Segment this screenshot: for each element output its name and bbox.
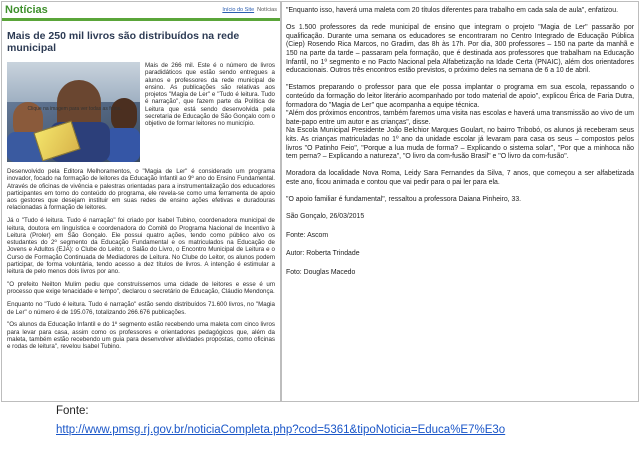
- article-paragraph: Moradora da localidade Nova Roma, Leidy Sara Fernandes da Silva, 7 anos, que começou a ser alfabetizada este ano, ficou animada e contou que vai pedir para o pai ler para ela.: [286, 170, 634, 186]
- article-paragraph: Já o "Tudo é leitura. Tudo é narração" foi criado por Isabel Tubino, coordenadora municipal de leitura, doutora em linguística e coordenadora do Comitê do Programa Nacional de Incentivo à Leitura (Proler) em São Gonçalo. Ele possui quatro ações, tendo como público alvo os estudantes do 2º segmento da Educação Fundamental e os matriculados na Educação de Jovens e Adultos (EJA): o Clube do Leitor, o Salão do Livro, o Encontro Municipal de Leitura e o Curso de Formação Continuada de Mediadores de Leitura. No Clube do Leitor, os alunos podem participar, de forma voluntária, tendo acesso a dez títulos de livros. A intenção é estimular a leitura de pelo menos dois livros por ano.: [7, 217, 275, 276]
- news-header-bar: [2, 2, 280, 21]
- section-title: Notícias: [5, 4, 48, 16]
- article-paragraph: Na Escola Municipal Presidente João Belchior Marques Goulart, no bairro Tribobó, os alunos já receberam seus kits. As crianças matriculadas no 1º ano da unidade escolar já levaram para casa os seus – compostos pelos livros "O Patinho Feio", "Porque a lua muda de forma? – Explicando o sistema solar", "Por que a minhoca não tem perna? – Explicando a natureza", "O livro da com-fusão Brasil" e "O livro da com-fusão".: [286, 127, 634, 161]
- source-url-link[interactable]: http://www.pmsg.rj.gov.br/noticiaCompleta.php?cod=5361&tipoNoticia=Educa%E7%E3o: [56, 424, 506, 436]
- article-date: São Gonçalo, 26/03/2015: [286, 213, 365, 221]
- news-article-panel: [1, 1, 281, 402]
- article-paragraph: Enquanto no "Tudo é leitura. Tudo é narração" estão sendo distribuídos 71.600 livros, no "Magia de Ler" o número é de 195.076, totalizando 266.676 publicações.: [7, 301, 275, 316]
- article-paragraph: "Enquanto isso, haverá uma maleta com 20 títulos diferentes para trabalho em cada sala de aula", enfatizou.: [286, 7, 619, 14]
- article-paragraph: "O prefeito Neilton Mulim pediu que construíssemos uma cidade de leitores e esse é um processo que exige tenacidade e tempo", declarou o secretário de Educação, Cláudio Mendonça.: [7, 281, 275, 296]
- article-photo-credit: Foto: Douglas Macedo: [286, 269, 356, 277]
- article-photo[interactable]: [7, 62, 140, 162]
- breadcrumb-home-link[interactable]: Início do Site: [222, 7, 255, 13]
- breadcrumb-current: Notícias: [257, 7, 277, 13]
- article-paragraph: "Os alunos da Educação Infantil e do 1º segmento estão recebendo uma maleta com cinco livros para levar para casa, assim como os professores e orientadores pedagógicos que, além da maleta, também estão recebendo um guia para desenvolver atividades propostas, como oficinas e rodas de leitura", revelou Isabel Tubino.: [7, 321, 275, 351]
- article-body: [2, 165, 280, 351]
- article-title: Mais de 250 mil livros são distribuídos na rede municipal: [7, 30, 240, 54]
- article-author: Autor: Roberta Trindade: [286, 250, 360, 258]
- article-paragraph: Os 1.500 professores da rede municipal de ensino que integram o projeto "Magia de Ler" passarão por qualificação. Durante uma semana os educadores se encontraram no Centro Integrado de Educação Pública (Ciep) Rosendo Rica Marcos, no Gradim, das 8h às 17h. Por dia, 300 professores – 150 na parte da manhã e 150 na parte da tarde – passaram pela formação, que é destinada aos professores que trabalham na Educação Infantil, no 1º segmento e no Pacto Nacional pela Alfabetização na Idade Certa (PNAIC), além dos orientadores educacionais. Outros três encontros estão previstos, o próximo deles na semana de 6 a 10 de abril.: [286, 24, 634, 75]
- article-intro: Mais de 266 mil. Este é o número de livros paradidáticos que estão sendo entregues a alunos e professores da rede municipal de ensino. As publicações são relativas aos projetos "Magia de Ler" e "Tudo é leitura. Tudo é narração", que fazem parte da Política de Leitura que está sendo desenvolvida pela secretaria de Educação de São Gonçalo com o objetivo de formar leitores no município.: [145, 62, 275, 128]
- source-label: Fonte:: [56, 405, 89, 417]
- article-paragraph: Desenvolvido pela Editora Melhoramentos, o "Magia de Ler" é considerado um programa inovador, focado na formação de leitores da Educação Infantil ao 9º ano do Ensino Fundamental. Através de oficinas de vivência e palestras orientadas para a instrumentalização dos educadores participantes em torno do conteúdo do programa, ele revela-se como uma ferramenta de apoio aos gestores que desejam instituir em suas redes de ensino ações efetivas e duradouras relacionadas à formação de leitores.: [7, 168, 275, 212]
- photo-caption: Clique na imagem para ver todas as fotos.: [27, 106, 122, 112]
- article-paragraph: "Além dos próximos encontros, também faremos uma visita nas escolas e haverá uma transmissão ao vivo de um bate-papo entre um autor e as crianças", disse.: [286, 110, 634, 126]
- article-paragraph: "Estamos preparando o professor para que ele possa implantar o programa em sua escola, repassando o conteúdo da formação do leitor literário acompanhado por todo material de apoio", explicou Érica de Faria Dutra, formadora do "Magia de Ler" que acompanha a equipe técnica.: [286, 84, 634, 109]
- article-paragraph: "O apoio familiar é fundamental", ressaltou a professora Daiana Pinheiro, 33.: [286, 196, 522, 204]
- article-continuation-panel: [281, 1, 639, 402]
- article-source: Fonte: Ascom: [286, 231, 329, 239]
- article-continuation-body: [282, 2, 638, 278]
